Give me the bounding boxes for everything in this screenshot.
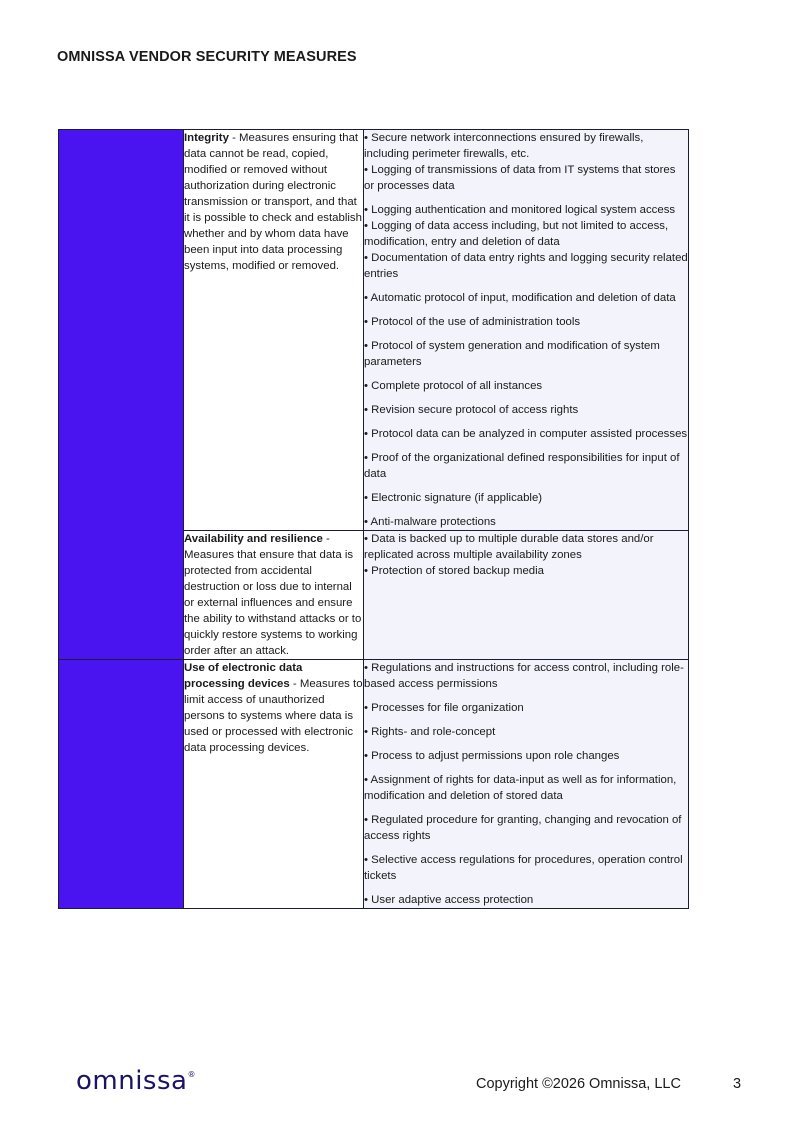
- list-item: • Data is backed up to multiple durable data stores and/or replicated across multiple availability zones: [364, 533, 654, 561]
- list-item: • Process to adjust permissions upon role changes: [364, 750, 620, 762]
- category-name: Integrity: [184, 132, 229, 144]
- list-item: • Logging authentication and monitored logical system access: [364, 204, 676, 216]
- list-item: • Protocol of the use of administration tools: [364, 316, 581, 328]
- category-description: - Measures to limit access of unauthorized persons to systems where data is used or processed with electronic data processing devices.: [184, 678, 363, 754]
- document-title: OMNISSA VENDOR SECURITY MEASURES: [57, 49, 357, 65]
- page-number: 3: [733, 1076, 742, 1092]
- list-item: • Protocol of system generation and modification of system parameters: [364, 340, 660, 368]
- list-item: • Regulated procedure for granting, changing and revocation of access rights: [364, 814, 682, 842]
- list-item: • Proof of the organizational defined responsibilities for input of data: [364, 452, 680, 480]
- category-cell: [184, 531, 364, 660]
- category-cell: [184, 130, 364, 531]
- list-item: • Rights- and role-concept: [364, 726, 496, 738]
- measures-cell: [364, 660, 689, 909]
- list-item: • Logging of transmissions of data from IT systems that stores or processes data: [364, 164, 676, 192]
- category-name: Use of electronic data processing devices: [184, 662, 303, 690]
- measures-cell: [364, 130, 689, 531]
- list-item: • Protection of stored backup media: [364, 565, 545, 577]
- list-item: • Selective access regulations for procedures, operation control tickets: [364, 854, 683, 882]
- list-item: • Complete protocol of all instances: [364, 380, 543, 392]
- category-cell: [184, 660, 364, 909]
- security-measures-table: [58, 129, 689, 909]
- registered-mark: ®: [187, 1070, 196, 1079]
- side-band: [59, 660, 184, 909]
- list-item: • Assignment of rights for data-input as well as for information, modification and deletion of stored data: [364, 774, 677, 802]
- list-item: • Automatic protocol of input, modification and deletion of data: [364, 292, 676, 304]
- logo-text: omnissa: [76, 1066, 188, 1096]
- measures-cell: [364, 531, 689, 660]
- list-item: • Anti-malware protections: [364, 516, 496, 528]
- copyright-notice: Copyright ©2026 Omnissa, LLC: [476, 1076, 681, 1092]
- table-row-integrity: [59, 130, 689, 531]
- list-item: • Protocol data can be analyzed in computer assisted processes: [364, 428, 688, 440]
- omnissa-logo: [76, 1066, 196, 1096]
- list-item: • User adaptive access protection: [364, 894, 534, 906]
- category-description: - Measures that ensure that data is protected from accidental destruction or loss due to internal or external influences and ensure the ability to withstand attacks or to quickly restore systems to working order after an attack.: [184, 533, 362, 657]
- table-row-edp-devices: [59, 660, 689, 909]
- list-item: • Documentation of data entry rights and logging security related entries: [364, 252, 688, 280]
- category-name: Availability and resilience: [184, 533, 323, 545]
- list-item: • Logging of data access including, but not limited to access, modification, entry and deletion of data: [364, 220, 669, 248]
- category-description: - Measures ensuring that data cannot be read, copied, modified or removed without authorization during electronic transmission or transport, and that it is possible to check and establish whether and by whom data have been input into data processing systems, modified or removed.: [184, 132, 362, 272]
- list-item: • Revision secure protocol of access rights: [364, 404, 579, 416]
- list-item: • Processes for file organization: [364, 702, 524, 714]
- list-item: • Secure network interconnections ensured by firewalls, including perimeter firewalls, etc.: [364, 132, 644, 160]
- list-item: • Regulations and instructions for access control, including role-based access permissions: [364, 662, 684, 690]
- side-band: [59, 130, 184, 660]
- list-item: • Electronic signature (if applicable): [364, 492, 543, 504]
